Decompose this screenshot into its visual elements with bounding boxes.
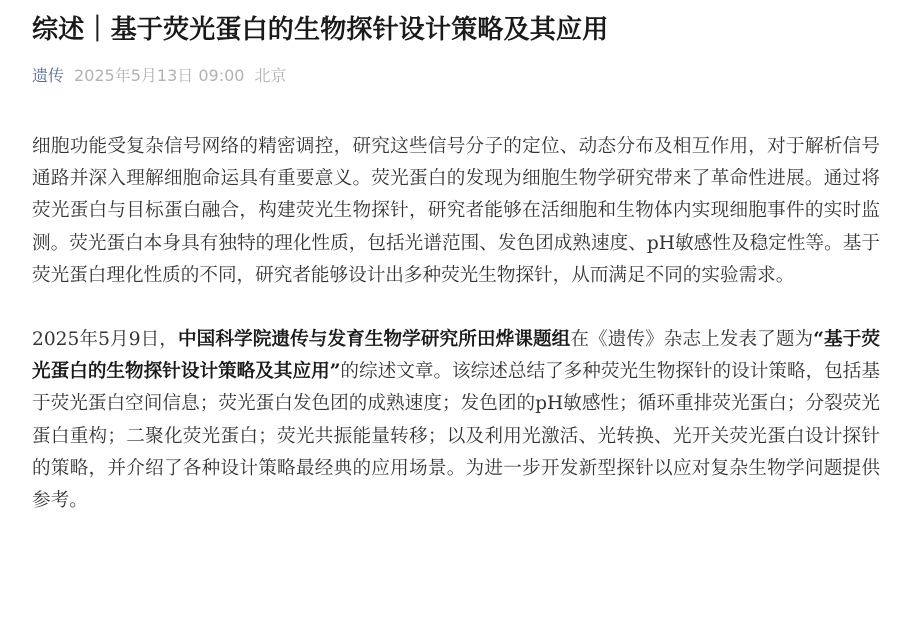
paragraph-publication bbox=[32, 324, 880, 517]
publish-location: 北京 bbox=[254, 66, 287, 85]
article bbox=[32, 0, 880, 517]
paper-title: “基于荧光蛋白的生物探针设计策略及其应用” bbox=[32, 329, 880, 383]
author-link[interactable]: 遗传 bbox=[32, 66, 65, 85]
publication-rest: 的综述文章。该综述总结了多种荧光生物探针的设计策略，包括基于荧光蛋白空间信息；荧光蛋白发色团的成熟速度；发色团的pH敏感性；循环重排荧光蛋白；分裂荧光蛋白重构；二聚化荧光蛋白；荧光共振能量转移；以及利用光激活、光转换、光开关荧光蛋白设计探针的策略，并介绍了各种设计策略最经典的应用场景。为进一步开发新型探针以应对复杂生物学问题提供参考。 bbox=[32, 361, 880, 512]
article-title: 综述｜基于荧光蛋白的生物探针设计策略及其应用 bbox=[32, 15, 609, 45]
publication-middle: 在《遗传》杂志上发表了题为 bbox=[570, 329, 814, 351]
article-meta bbox=[32, 63, 880, 89]
research-group: 中国科学院遗传与发育生物学研究所田烨课题组 bbox=[177, 329, 571, 351]
publish-date: 2025年5月13日 09:00 bbox=[74, 66, 245, 85]
publication-date: 2025年5月9日， bbox=[32, 329, 178, 351]
paragraph-intro: 细胞功能受复杂信号网络的精密调控，研究这些信号分子的定位、动态分布及相互作用，对于解析信号通路并深入理解细胞命运具有重要意义。荧光蛋白的发现为细胞生物学研究带来了革命性进展。通过将荧光蛋白与目标蛋白融合，构建荧光生物探针，研究者能够在活细胞和生物体内实现细胞事件的实时监测。荧光蛋白本身具有独特的理化性质，包括光谱范围、发色团成熟速度、pH敏感性及稳定性等。基于荧光蛋白理化性质的不同，研究者能够设计出多种荧光生物探针，从而满足不同的实验需求。 bbox=[32, 136, 880, 286]
